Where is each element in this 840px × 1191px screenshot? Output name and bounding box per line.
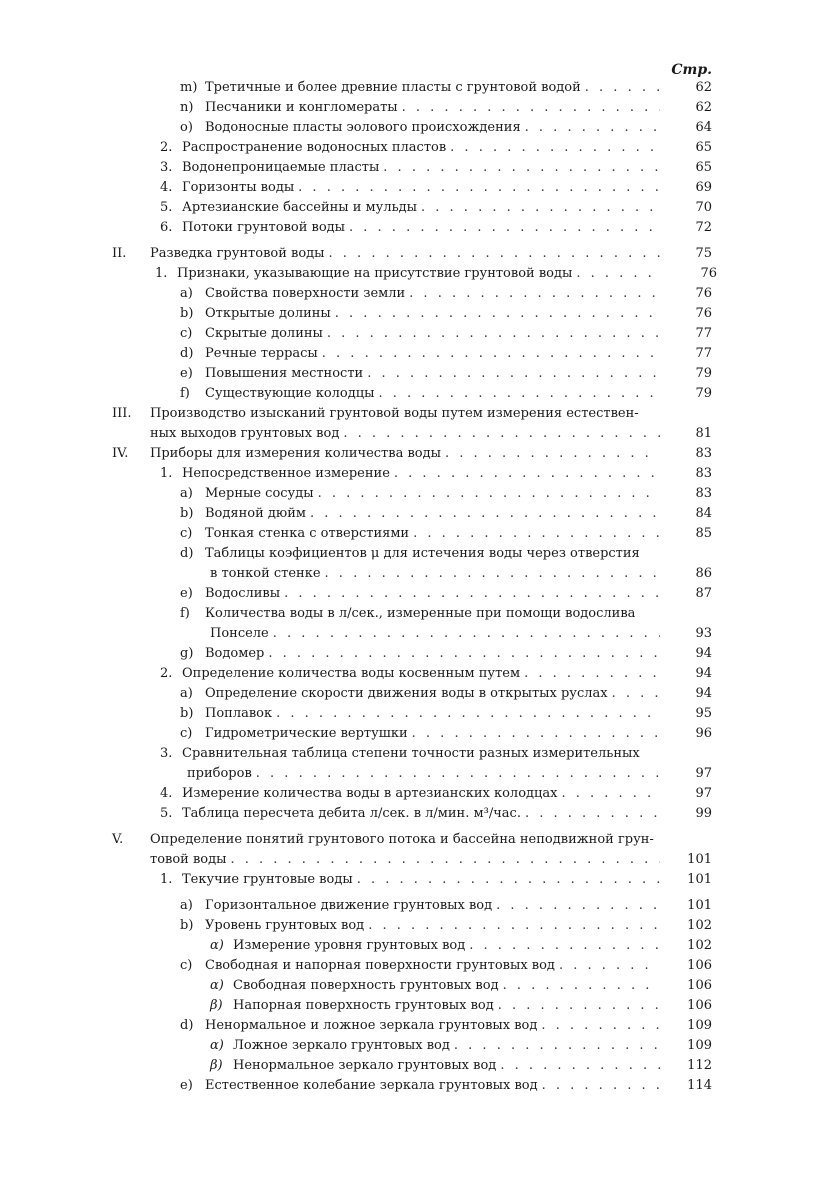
toc-page: 83 <box>695 466 712 481</box>
toc-page: 97 <box>695 786 712 801</box>
toc-page: 86 <box>695 566 712 581</box>
toc-title: Песчаники и конгломераты <box>205 100 398 115</box>
toc-entry: 5. Таблица пересчета дебита л/сек. в л/мин. м³/час. . . . 99 <box>0 804 840 824</box>
toc-title: Горизонты воды <box>182 180 295 195</box>
toc-entry: β) Напорная поверхность грунтовых вод . . . 106 <box>0 996 840 1016</box>
toc-page: 77 <box>695 346 712 361</box>
toc-entry-continuation <box>0 424 840 444</box>
toc-title: Напорная поверхность грунтовых вод <box>233 998 494 1013</box>
toc-entry: a) Горизонтальное движение грунтовых вод . . . 101 <box>0 896 840 916</box>
toc-entry: b) Водяной дюйм . . . 84 <box>0 504 840 524</box>
toc-page: 112 <box>687 1058 712 1073</box>
toc-entry-continuation <box>0 624 840 644</box>
toc-title: Определение количества воды косвенным путем <box>182 666 521 681</box>
toc-page: 102 <box>687 938 712 953</box>
toc-title-continued: ных выходов грунтовых вод <box>150 426 340 441</box>
toc-page: 114 <box>687 1078 712 1093</box>
toc-entry: e) Повышения местности . . . 79 <box>0 364 840 384</box>
toc-entry-continuation <box>0 850 840 870</box>
toc-title: Определение понятий грунтового потока и бассейна неподвижной грун- <box>150 832 654 847</box>
toc-page: 109 <box>687 1038 712 1053</box>
toc-title: Ненормальное и ложное зеркала грунтовых вод <box>205 1018 538 1033</box>
toc-entry: a) Определение скорости движения воды в открытых руслах . . . 94 <box>0 684 840 704</box>
toc-page: 75 <box>695 246 712 261</box>
toc-page: 69 <box>695 180 712 195</box>
toc-title: Третичные и более древние пласты с грунтовой водой <box>205 80 581 95</box>
toc-page: 96 <box>695 726 712 741</box>
toc-entry: 6. Потоки грунтовой воды . . . 72 <box>0 218 840 238</box>
toc-title: Потоки грунтовой воды <box>182 220 346 235</box>
toc-page: 65 <box>695 140 712 155</box>
toc-entry: d) Речные террасы . . . 77 <box>0 344 840 364</box>
toc-entry: α) Ложное зеркало грунтовых вод . . . 109 <box>0 1036 840 1056</box>
toc-title: Горизонтальное движение грунтовых вод <box>205 898 493 913</box>
toc-entry: f) Количества воды в л/сек., измеренные при помощи водослива <box>0 604 840 624</box>
toc-entry: β) Ненормальное зеркало грунтовых вод . . . 112 <box>0 1056 840 1076</box>
toc-entry: b) Уровень грунтовых вод . . . 102 <box>0 916 840 936</box>
toc-section: IV. Приборы для измерения количества воды . . . 83 <box>0 444 840 464</box>
toc-entry: 1. Непосредственное измерение . . . 83 <box>0 464 840 484</box>
toc-title: Распространение водоносных пластов <box>182 140 447 155</box>
toc-entry: c) Свободная и напорная поверхности грунтовых вод . . . 106 <box>0 956 840 976</box>
toc-title: Измерение уровня грунтовых вод <box>233 938 466 953</box>
toc-page: 84 <box>695 506 712 521</box>
toc-title: Свойства поверхности земли <box>205 286 406 301</box>
toc-entry: 3. Сравнительная таблица степени точности разных измерительных <box>0 744 840 764</box>
toc-title: Артезианские бассейны и мульды <box>182 200 418 215</box>
toc-title-continued: в тонкой стенке <box>210 566 321 581</box>
toc-page: 83 <box>695 486 712 501</box>
toc-page: 70 <box>695 200 712 215</box>
toc-entry-continuation <box>0 764 840 784</box>
toc-entry: b) Открытые долины . . . 76 <box>0 304 840 324</box>
toc-page: 95 <box>695 706 712 721</box>
toc-page: 99 <box>695 806 712 821</box>
toc-entry: 2. Распространение водоносных пластов . . . 65 <box>0 138 840 158</box>
toc-title: Приборы для измерения количества воды <box>150 446 441 461</box>
toc-page: 106 <box>687 978 712 993</box>
toc-page: 76 <box>695 306 712 321</box>
toc-page: 106 <box>687 998 712 1013</box>
toc-page: 83 <box>695 446 712 461</box>
toc-title: Производство изысканий грунтовой воды путем измерения естествен- <box>150 406 639 421</box>
toc-page: 102 <box>687 918 712 933</box>
toc-page: 65 <box>695 160 712 175</box>
toc-entry: f) Существующие колодцы . . . 79 <box>0 384 840 404</box>
toc-title: Ненормальное зеркало грунтовых вод <box>233 1058 497 1073</box>
toc-title: Открытые долины <box>205 306 331 321</box>
table-of-contents <box>0 78 840 1096</box>
toc-entry: 3. Водонепроницаемые пласты . . . 65 <box>0 158 840 178</box>
toc-title: Количества воды в л/сек., измеренные при помощи водослива <box>205 606 636 621</box>
toc-entry: c) Скрытые долины . . . 77 <box>0 324 840 344</box>
toc-title: Естественное колебание зеркала грунтовых вод <box>205 1078 538 1093</box>
toc-page: 76 <box>700 266 717 281</box>
toc-title: Признаки, указывающие на присутствие грунтовой воды <box>177 266 573 281</box>
toc-page: 101 <box>687 898 712 913</box>
toc-title: Тонкая стенка с отверстиями <box>205 526 410 541</box>
toc-entry-continuation <box>0 564 840 584</box>
toc-page: 101 <box>687 872 712 887</box>
page-column-header: Стр. <box>671 62 712 78</box>
toc-entry: g) Водомер . . . 94 <box>0 644 840 664</box>
toc-title: Ложное зеркало грунтовых вод <box>233 1038 450 1053</box>
toc-page: 94 <box>695 686 712 701</box>
toc-title-continued: приборов <box>187 766 252 781</box>
toc-page: 72 <box>695 220 712 235</box>
toc-section: II. Разведка грунтовой воды . . . 75 <box>0 244 840 264</box>
toc-title-continued: товой воды <box>150 852 227 867</box>
toc-entry: c) Гидрометрические вертушки . . . 96 <box>0 724 840 744</box>
toc-title: Поплавок <box>205 706 273 721</box>
toc-entry: α) Измерение уровня грунтовых вод . . . 102 <box>0 936 840 956</box>
toc-entry: c) Тонкая стенка с отверстиями . . . 85 <box>0 524 840 544</box>
toc-entry: d) Ненормальное и ложное зеркала грунтовых вод . . . 109 <box>0 1016 840 1036</box>
toc-title: Водонепроницаемые пласты <box>182 160 380 175</box>
toc-title: Существующие колодцы <box>205 386 375 401</box>
toc-entry: d) Таблицы коэфициентов μ для истечения воды через отверстия <box>0 544 840 564</box>
toc-page: 109 <box>687 1018 712 1033</box>
toc-entry: 2. Определение количества воды косвенным путем . . . 94 <box>0 664 840 684</box>
toc-page: 94 <box>695 666 712 681</box>
toc-title: Уровень грунтовых вод <box>205 918 365 933</box>
toc-page: 81 <box>695 426 712 441</box>
toc-page: 77 <box>695 326 712 341</box>
toc-entry: 4. Измерение количества воды в артезианских колодцах . . . 97 <box>0 784 840 804</box>
toc-title: Речные террасы <box>205 346 318 361</box>
toc-entry: 4. Горизонты воды . . . 69 <box>0 178 840 198</box>
toc-title: Мерные сосуды <box>205 486 314 501</box>
toc-page: 62 <box>695 80 712 95</box>
toc-page: 97 <box>695 766 712 781</box>
toc-title: Свободная и напорная поверхности грунтовых вод <box>205 958 555 973</box>
toc-page: 76 <box>695 286 712 301</box>
toc-title: Водомер <box>205 646 265 661</box>
toc-page: 93 <box>695 626 712 641</box>
toc-entry: a) Свойства поверхности земли . . . 76 <box>0 284 840 304</box>
toc-title: Повышения местности <box>205 366 364 381</box>
toc-page: 85 <box>695 526 712 541</box>
toc-title: Сравнительная таблица степени точности разных измерительных <box>182 746 640 761</box>
toc-title: Водяной дюйм <box>205 506 306 521</box>
toc-page: 87 <box>695 586 712 601</box>
toc-page: 62 <box>695 100 712 115</box>
toc-title: Таблицы коэфициентов μ для истечения воды через отверстия <box>205 546 640 561</box>
toc-page: 64 <box>695 120 712 135</box>
toc-title: Скрытые долины <box>205 326 323 341</box>
toc-title: Водосливы <box>205 586 281 601</box>
toc-title: Измерение количества воды в артезианских колодцах <box>182 786 558 801</box>
toc-title: Определение скорости движения воды в открытых руслах <box>205 686 608 701</box>
toc-page: 101 <box>687 852 712 867</box>
toc-page: 106 <box>687 958 712 973</box>
toc-title: Гидрометрические вертушки <box>205 726 408 741</box>
toc-entry: a) Мерные сосуды . . . 83 <box>0 484 840 504</box>
toc-page: 94 <box>695 646 712 661</box>
toc-page: 79 <box>695 386 712 401</box>
toc-title: Разведка грунтовой воды <box>150 246 325 261</box>
toc-entry: α) Свободная поверхность грунтовых вод . . . 106 <box>0 976 840 996</box>
toc-title: Водоносные пласты эолового происхождения <box>205 120 521 135</box>
toc-title: Непосредственное измерение <box>182 466 390 481</box>
toc-title: Таблица пересчета дебита л/сек. в л/мин. м³/час. <box>182 806 521 821</box>
toc-entry: 1. Признаки, указывающие на присутствие грунтовой воды . . . 76 <box>0 264 840 284</box>
toc-page: 79 <box>695 366 712 381</box>
toc-entry: e) Водосливы . . . 87 <box>0 584 840 604</box>
toc-entry: m) Третичные и более древние пласты с грунтовой водой . . . 62 <box>0 78 840 98</box>
toc-title: Текучие грунтовые воды <box>182 872 353 887</box>
toc-entry: o) Водоносные пласты эолового происхождения . . . 64 <box>0 118 840 138</box>
toc-entry: e) Естественное колебание зеркала грунтовых вод . . . 114 <box>0 1076 840 1096</box>
toc-entry: 1. Текучие грунтовые воды . . . 101 <box>0 870 840 890</box>
toc-title: Свободная поверхность грунтовых вод <box>233 978 499 993</box>
toc-entry: n) Песчаники и конгломераты . . . 62 <box>0 98 840 118</box>
toc-section: V. Определение понятий грунтового потока и бассейна неподвижной грун- <box>0 830 840 850</box>
toc-entry: 5. Артезианские бассейны и мульды . . . 70 <box>0 198 840 218</box>
toc-entry: b) Поплавок . . . 95 <box>0 704 840 724</box>
toc-title-continued: Понселе <box>210 626 269 641</box>
toc-section: III. Производство изысканий грунтовой воды путем измерения естествен- <box>0 404 840 424</box>
